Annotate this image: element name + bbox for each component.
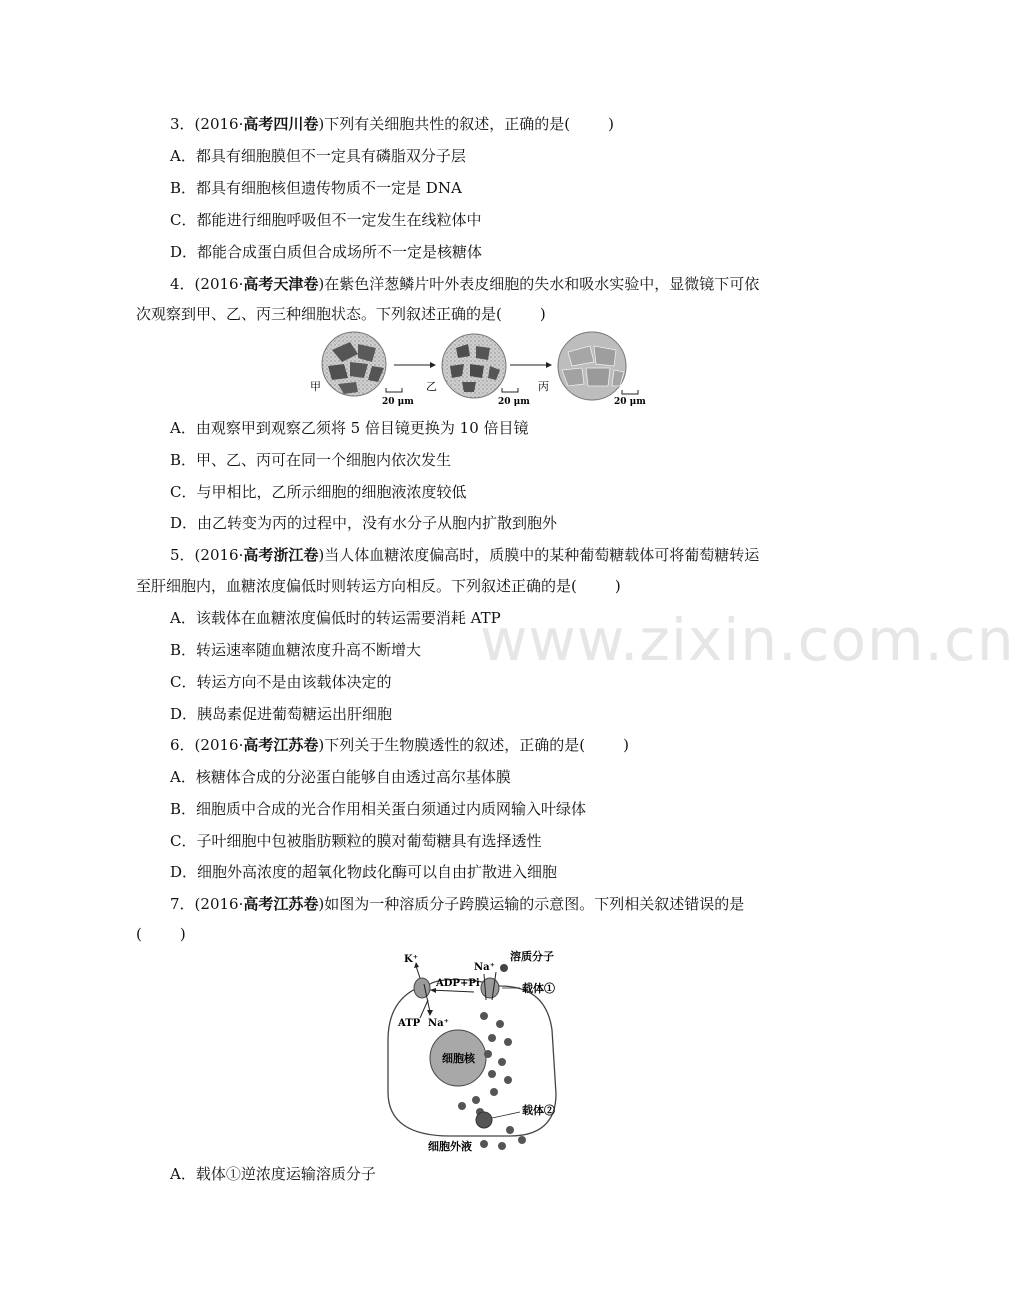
question-7-option-a: A．载体①逆浓度运输溶质分子 xyxy=(170,1165,376,1183)
cell-state-bing xyxy=(558,332,626,400)
scale-bar-label: 20 μm xyxy=(614,397,646,407)
scale-bar-label: 20 μm xyxy=(498,397,530,407)
cell-state-yi xyxy=(442,334,506,398)
nucleus-label: 细胞核 xyxy=(442,1052,475,1065)
label-jia: 甲 xyxy=(310,380,321,393)
transport-figure xyxy=(380,944,590,1154)
question-3-option-c: C．都能进行细胞呼吸但不一定发生在线粒体中 xyxy=(170,211,482,229)
question-4-option-d: D．由乙转变为丙的过程中，没有水分子从胞内扩散到胞外 xyxy=(170,514,558,532)
question-5-option-b: B．转运速率随血糖浓度升高不断增大 xyxy=(170,641,422,659)
question-5-stem: 5．(2016·高考浙江卷)当人体血糖浓度偏高时，质膜中的某种葡萄糖载体可将葡萄糖转运 xyxy=(170,546,760,564)
question-7-stem: 7．(2016·高考江苏卷)如图为一种溶质分子跨膜运输的示意图。下列相关叙述错误的是 xyxy=(170,895,745,913)
question-source: 高考天津卷 xyxy=(243,275,319,293)
label-na-top: Na⁺ xyxy=(474,962,495,973)
sodium-potassium-pump xyxy=(414,978,430,998)
label-atp: ATP xyxy=(398,1018,421,1029)
label-extracellular: 细胞外液 xyxy=(428,1140,472,1153)
watermark: www.zixin.com.cn xyxy=(480,606,1015,674)
carrier-2 xyxy=(476,1112,492,1128)
label-solute: 溶质分子 xyxy=(510,950,554,963)
question-4-stem-cont: 次观察到甲、乙、丙三种细胞状态。下列叙述正确的是( ) xyxy=(136,305,546,323)
question-5-option-c: C．转运方向不是由该载体决定的 xyxy=(170,673,392,691)
label-k: K⁺ xyxy=(404,954,418,965)
question-4-option-a: A．由观察甲到观察乙须将 5 倍目镜更换为 10 倍目镜 xyxy=(170,419,529,437)
question-3-option-a: A．都具有细胞膜但不一定具有磷脂双分子层 xyxy=(170,147,466,165)
scale-bar-label: 20 μm xyxy=(382,397,414,407)
question-3-option-b: B．都具有细胞核但遗传物质不一定是 DNA xyxy=(170,179,462,197)
question-5-stem-cont: 至肝细胞内，血糖浓度偏低时则转运方向相反。下列叙述正确的是( ) xyxy=(136,577,621,595)
question-source: 高考江苏卷 xyxy=(243,895,319,913)
question-6-stem: 6．(2016·高考江苏卷)下列关于生物膜透性的叙述，正确的是( ) xyxy=(170,736,629,754)
question-source: 高考浙江卷 xyxy=(243,546,319,564)
question-6-option-b: B．细胞质中合成的光合作用相关蛋白须通过内质网输入叶绿体 xyxy=(170,800,587,818)
question-3-stem: 3．(2016·高考四川卷)下列有关细胞共性的叙述，正确的是( ) xyxy=(170,115,614,133)
label-na-inner: Na⁺ xyxy=(428,1018,449,1029)
question-source: 高考四川卷 xyxy=(243,115,319,133)
question-6-option-c: C．子叶细胞中包被脂肪颗粒的膜对葡萄糖具有选择透性 xyxy=(170,832,542,850)
question-3-option-d: D．都能合成蛋白质但合成场所不一定是核糖体 xyxy=(170,243,483,261)
label-yi: 乙 xyxy=(426,380,437,393)
carrier-1 xyxy=(481,978,499,998)
question-4-stem: 4．(2016·高考天津卷)在紫色洋葱鳞片叶外表皮细胞的失水和吸水实验中，显微镜下可依 xyxy=(170,275,760,293)
question-4-option-c: C．与甲相比，乙所示细胞的细胞液浓度较低 xyxy=(170,483,467,501)
question-5-option-a: A．该载体在血糖浓度偏低时的转运需要消耗 ATP xyxy=(170,609,501,627)
label-bing: 丙 xyxy=(538,380,549,393)
question-5-option-d: D．胰岛素促进葡萄糖运出肝细胞 xyxy=(170,705,393,723)
question-source: 高考江苏卷 xyxy=(243,736,319,754)
label-carrier-1: 载体① xyxy=(522,982,555,995)
label-adp: ADP+Pi xyxy=(436,978,480,989)
question-6-option-a: A．核糖体合成的分泌蛋白能够自由透过高尔基体膜 xyxy=(170,768,511,786)
cell-state-jia xyxy=(322,332,386,396)
question-6-option-d: D．细胞外高浓度的超氧化物歧化酶可以自由扩散进入细胞 xyxy=(170,863,558,881)
cell-states-figure xyxy=(306,332,650,406)
question-7-stem-cont: ( ) xyxy=(136,925,186,943)
label-carrier-2: 载体② xyxy=(522,1104,555,1117)
question-4-option-b: B．甲、乙、丙可在同一个细胞内依次发生 xyxy=(170,451,452,469)
